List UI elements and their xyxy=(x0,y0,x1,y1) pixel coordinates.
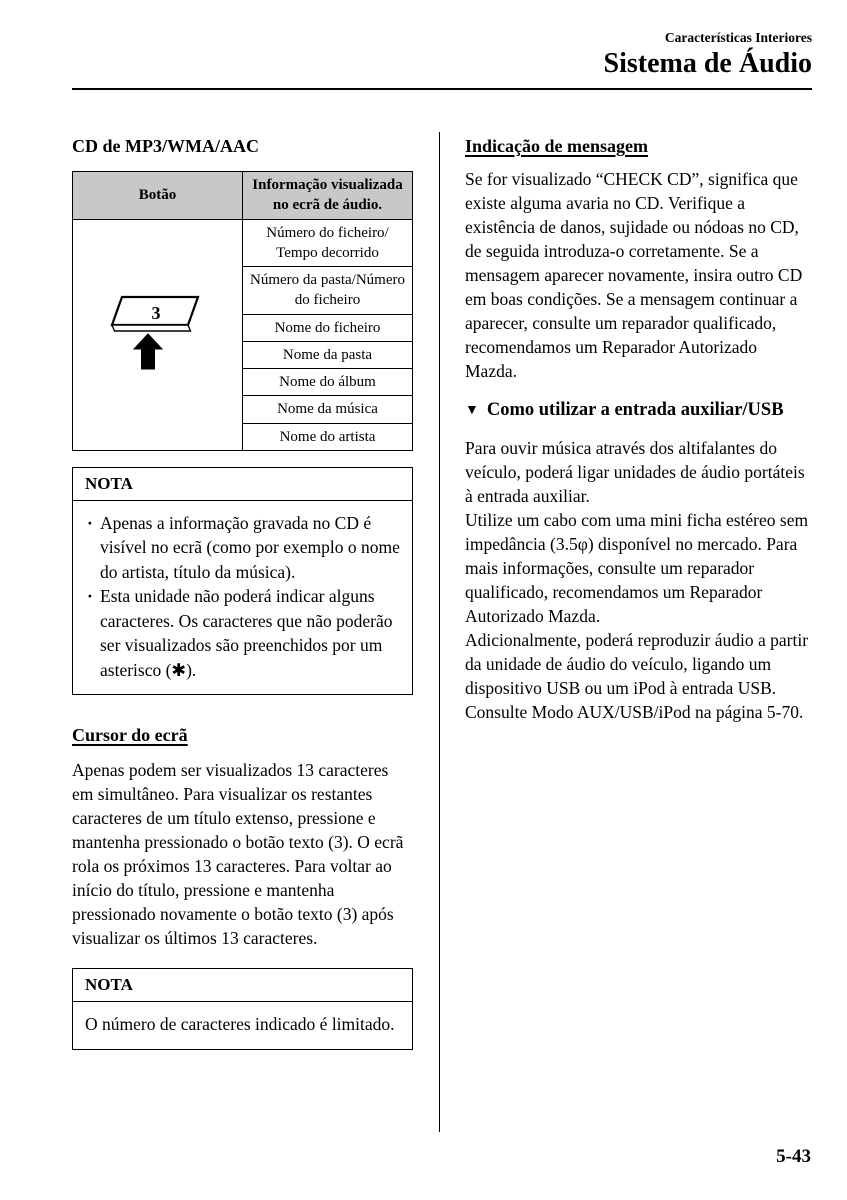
table-cell: Número do ficheiro/ Tempo decorrido xyxy=(243,219,413,267)
up-arrow-icon xyxy=(134,334,162,369)
column-divider xyxy=(439,132,440,1132)
nota-bullet-item: · Apenas a informação gravada no CD é visível no ecrã (como por exemplo o nome do artista, título da música). xyxy=(85,511,400,585)
button-illustration-cell xyxy=(73,219,243,450)
nota-title: NOTA xyxy=(73,969,412,1002)
aux-paragraph: Utilize um cabo com uma mini ficha estéreo sem impedância (3.5φ) disponível no mercado. Para mais informações, consulte um reparador qualificado, recomendamos um Reparador Autorizado Mazda. xyxy=(465,510,809,627)
text-button-drawing xyxy=(108,292,208,378)
cd-info-table xyxy=(72,171,413,451)
section-heading-aux-usb-label: Como utilizar a entrada auxiliar/USB xyxy=(486,400,784,420)
header-rule xyxy=(72,88,812,90)
page-title: Sistema de Áudio xyxy=(603,48,812,79)
table-header-row xyxy=(73,172,413,220)
aux-usb-paragraphs xyxy=(465,436,812,724)
aux-paragraph: Adicionalmente, poderá reproduzir áudio a partir da unidade de áudio do veículo, ligando um dispositivo USB ou um iPod à entrada USB. xyxy=(465,630,809,699)
message-paragraph: Se for visualizado “CHECK CD”, significa que existe alguma avaria no CD. Verifique a existência de danos, sujidade ou nódoas no CD, de seguida introduza-o corretamente. Se a mensagem aparecer novamente, insira outro CD em boas condições. Se a mensagem continuar a aparecer, consulte um reparador qualificado, recomendamos um Reparador Autorizado Mazda. xyxy=(465,169,803,381)
page-number: 5-43 xyxy=(776,1146,811,1167)
table-cell: Nome da música xyxy=(243,396,413,423)
section-heading-aux-usb xyxy=(465,399,812,422)
right-column xyxy=(465,132,812,1132)
table-header-info: Informação visualizada no ecrã de áudio. xyxy=(243,172,413,220)
nota-box-1 xyxy=(72,467,413,696)
triangle-marker-icon: ▼ xyxy=(465,403,479,418)
nota-box-2 xyxy=(72,968,413,1050)
table-cell: Número da pasta/Número do ficheiro xyxy=(243,267,413,315)
table-row xyxy=(73,219,413,267)
aux-paragraph: Para ouvir música através dos altifalantes do veículo, poderá ligar unidades de áudio portáteis à entrada auxiliar. xyxy=(465,438,805,507)
section-heading-cursor: Cursor do ecrã xyxy=(72,725,188,746)
page-header xyxy=(72,30,812,80)
two-column-layout xyxy=(72,132,812,1132)
table-cell: Nome do álbum xyxy=(243,369,413,396)
nota-title: NOTA xyxy=(73,468,412,501)
cursor-paragraph: Apenas podem ser visualizados 13 caracteres em simultâneo. Para visualizar os restantes caracteres de um título extenso, pressione e mantenha pressionado o botão texto (3). O ecrã rola os próximos 13 caracteres. Para voltar ao início do título, pressione e mantenha pressionado novamente o botão texto (3) após visualizar os últimos 13 caracteres. xyxy=(72,760,404,949)
nota-body xyxy=(73,501,412,695)
section-heading-mensagem: Indicação de mensagem xyxy=(465,136,648,156)
nota-bullet-item: · Esta unidade não poderá indicar alguns caracteres. Os caracteres que não poderão ser visualizados são preenchidos por um asterisco (✱). xyxy=(85,584,400,682)
text-button-icon xyxy=(78,292,237,378)
table-cell: Nome do ficheiro xyxy=(243,314,413,341)
section-heading-cd: CD de MP3/WMA/AAC xyxy=(72,136,259,156)
left-column xyxy=(72,132,413,1132)
table-cell: Nome do artista xyxy=(243,423,413,450)
aux-paragraph: Consulte Modo AUX/USB/iPod na página 5-70. xyxy=(465,702,804,723)
button-number-label: 3 xyxy=(151,302,160,323)
chapter-name: Características Interiores xyxy=(664,30,812,45)
table-header-botao: Botão xyxy=(73,172,243,220)
table-cell: Nome da pasta xyxy=(243,341,413,368)
nota-body: O número de caracteres indicado é limitado. xyxy=(85,1014,395,1035)
